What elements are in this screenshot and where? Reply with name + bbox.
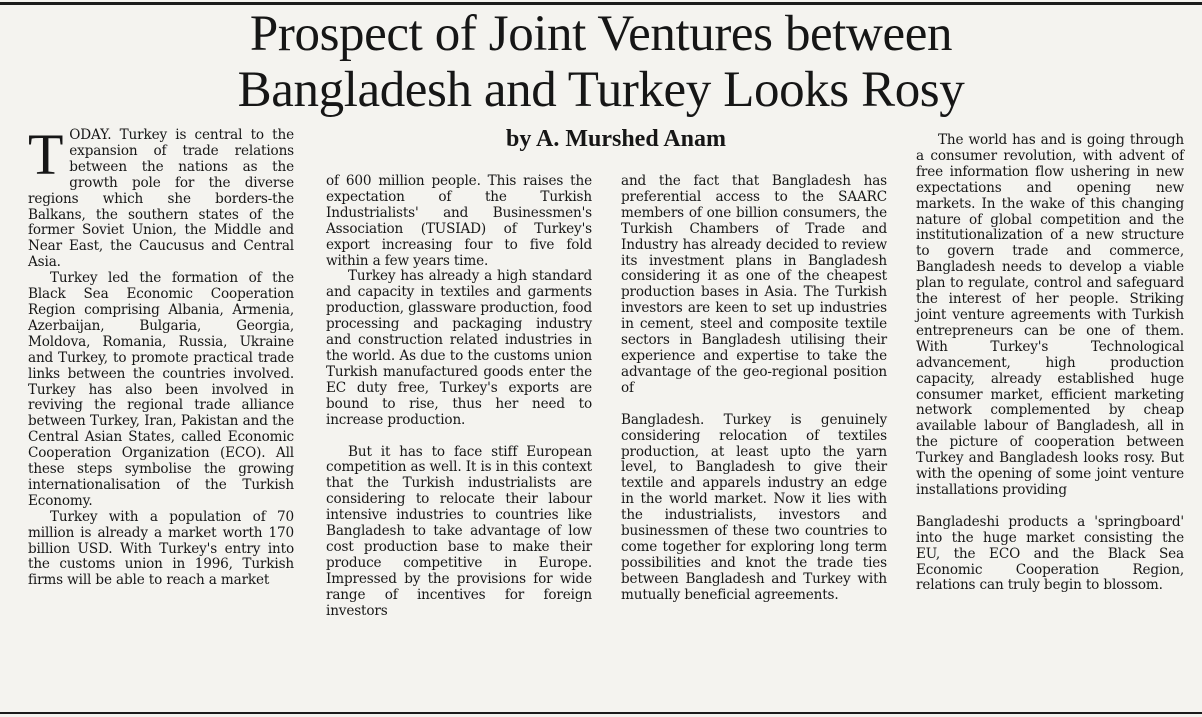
article-column-1 (28, 122, 294, 589)
headline-line-2: Bangladesh and Turkey Looks Rosy (237, 62, 965, 118)
paragraph: But it has to face stiff European competition as well. It is in this context that the Turkish industrialists are considering to relocate their labour intensive industries to countries like Bangladesh to take advantage of low cost production base to make their produce competitive in Europe. Impressed by the provisions for wide range of incentives for foreign investors (326, 443, 592, 619)
paragraph: Turkey led the formation of the Black Sea Economic Cooperation Region comprising Albania, Armenia, Azerbaijan, Bulgaria, Georgia, Moldova, Romania, Russia, Ukraine and Turkey, to promote practical trade links between the countries involved. Turkey has also been involved in reviving the regional trade alliance between Turkey, Iran, Pakistan and the Central Asian States, called Economic Cooperation Organization (ECO). All these steps symbolise the growing internationalisation of the Turkish Economy. (28, 270, 294, 509)
article-column-2 (326, 174, 592, 619)
article-column-4 (916, 133, 1184, 594)
paragraph: Bangladesh. Turkey is genuinely considering relocation of textiles production, at least upto the yarn level, to Bangladesh to give their textile and apparels industry an edge in the world market. Now it lies with the industrialists, investors and businessmen of these two countries to come together for exploring long term possibilities and knot the trade ties between Bangladesh and Turkey with mutually beneficial agreements. (621, 411, 887, 603)
article-column-3 (621, 174, 887, 604)
paragraph-text: ODAY. Turkey is central to the expansion of trade relations between the nations as the growth pole for the diverse regions which she borders-the Balkans, the southern states of the former Soviet Union, the Middle and Near East, the Caucusus and Central Asia. (28, 127, 294, 271)
drop-cap: T (28, 122, 64, 187)
paragraph: and the fact that Bangladesh has preferential access to the SAARC members of one billion consumers, the Turkish Chambers of Trade and Industry has already decided to review its investment plans in Bangladesh considering it as one of the cheapest production bases in Asia. The Turkish investors are keen to set up industries in cement, steel and composite textile sectors in Bangladesh utilising their experience and expertise to take the advantage of the geo-regional position of (621, 173, 887, 396)
paragraph: of 600 million people. This raises the expectation of the Turkish Industrialists' and Businessmen's Association (TUSIAD) of Turkey's export increasing four to five fold within a few years time. (326, 173, 592, 269)
byline: by A. Murshed Anam (505, 126, 727, 152)
headline (0, 6, 1202, 118)
paragraph: The world has and is going through a consumer revolution, with advent of free information flow ushering in new expectations and opening new markets. In the wake of this changing nature of global competition and the institutionalization of a new structure to govern trade and commerce, Bangladesh needs to develop a viable plan to regulate, control and safeguard the interest of her people. Striking joint venture agreements with Turkish entrepreneurs can be one of them. With Turkey's Technological advancement, high production capacity, already established huge consumer market, efficient marketing network complemented by cheap available labour of Bangladesh, all in the picture of cooperation between Turkey and Bangladesh looks rosy. But with the opening of some joint venture installations providing (916, 132, 1184, 498)
top-rule (0, 2, 1202, 5)
paragraph: Turkey with a population of 70 million is already a market worth 170 billion USD. With Turkey's entry into the customs union in 1996, Turkish firms will be able to reach a market (28, 508, 294, 589)
paragraph (28, 122, 294, 271)
bottom-rule (0, 712, 1202, 714)
paragraph: Bangladeshi products a 'springboard' into the huge market consisting the EU, the ECO and the Black Sea Economic Cooperation Region, relations can truly begin to blossom. (916, 513, 1184, 594)
headline-line-1: Prospect of Joint Ventures between (249, 6, 953, 62)
paragraph: Turkey has already a high standard and capacity in textiles and garments production, glassware production, food processing and packaging industry and construction related industries in the world. As due to the customs union Turkish manufactured goods enter the EC duty free, Turkey's exports are bound to rise, thus her need to increase production. (326, 268, 592, 428)
